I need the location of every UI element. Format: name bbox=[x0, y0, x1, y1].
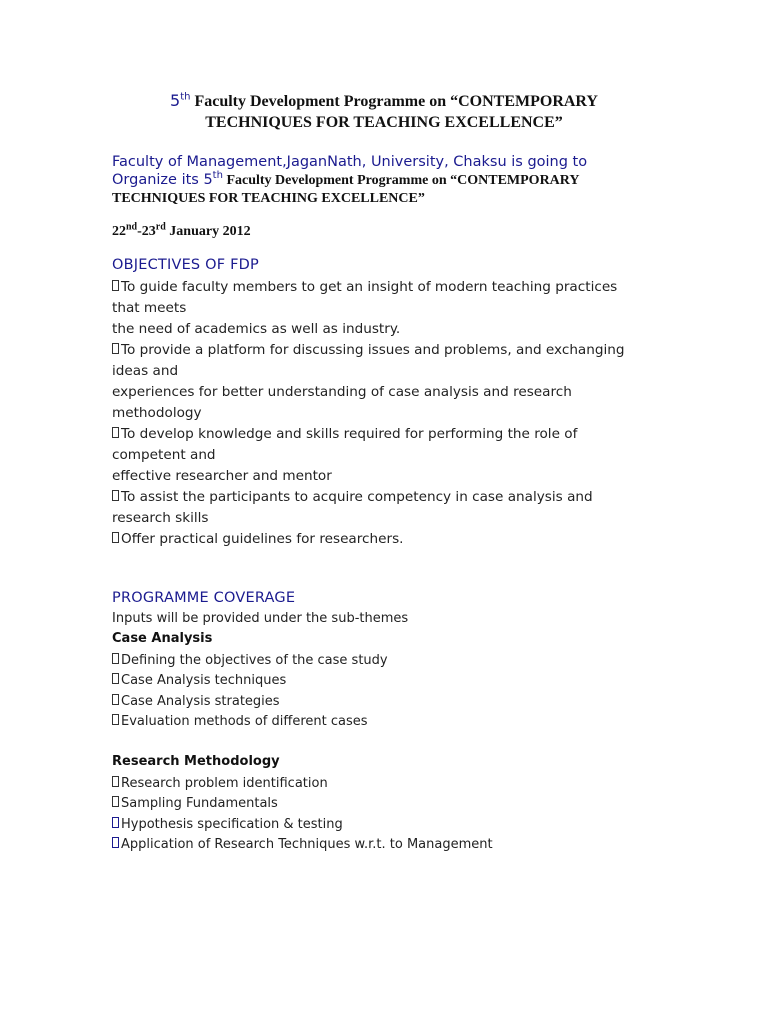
objective-item-continuation: methodology bbox=[112, 405, 202, 421]
objective-item-continuation: research skills bbox=[112, 510, 209, 526]
research-methodology-title: Research Methodology bbox=[112, 754, 280, 769]
objective-item: Offer practical guidelines for researchers. bbox=[112, 529, 652, 550]
bullet-box-icon bbox=[112, 653, 119, 664]
list-item: Evaluation methods of different cases bbox=[112, 712, 388, 732]
list-item: Application of Research Techniques w.r.t. to Management bbox=[112, 835, 493, 855]
research-methodology-list bbox=[112, 774, 493, 855]
objective-item-continuation: effective researcher and mentor bbox=[112, 468, 332, 484]
coverage-heading: PROGRAMME COVERAGE bbox=[112, 590, 296, 606]
bullet-box-icon bbox=[112, 714, 119, 725]
case-analysis-title: Case Analysis bbox=[112, 631, 213, 646]
intro-line-2: Organize its 5th Faculty Development Programme on “CONTEMPORARY bbox=[112, 170, 580, 188]
objectives-heading: OBJECTIVES OF FDP bbox=[112, 257, 259, 273]
objective-item: To provide a platform for discussing issues and problems, and exchanging bbox=[112, 340, 652, 361]
title-line-1: 5th Faculty Development Programme on “CONTEMPORARY bbox=[170, 91, 598, 110]
bullet-box-icon bbox=[112, 673, 119, 684]
title-number: 5th bbox=[170, 91, 191, 110]
bullet-box-icon bbox=[112, 532, 119, 543]
bullet-box-icon bbox=[112, 796, 119, 807]
bullet-box-icon bbox=[112, 817, 119, 828]
list-item: Defining the objectives of the case study bbox=[112, 651, 388, 671]
objective-item-continuation: experiences for better understanding of case analysis and research bbox=[112, 384, 572, 400]
list-item: Hypothesis specification & testing bbox=[112, 815, 493, 835]
objective-item-continuation: competent and bbox=[112, 447, 216, 463]
objective-item-continuation: the need of academics as well as industry. bbox=[112, 321, 401, 337]
objective-item: To guide faculty members to get an insight of modern teaching practices bbox=[112, 277, 652, 298]
bullet-box-icon bbox=[112, 837, 119, 848]
bullet-box-icon bbox=[112, 776, 119, 787]
objective-item: To develop knowledge and skills required for performing the role of bbox=[112, 424, 652, 445]
objectives-list bbox=[112, 277, 652, 550]
coverage-intro: Inputs will be provided under the sub-themes bbox=[112, 611, 409, 626]
list-item: Case Analysis techniques bbox=[112, 671, 388, 691]
title-line-2: TECHNIQUES FOR TEACHING EXCELLENCE” bbox=[205, 114, 563, 131]
list-item: Sampling Fundamentals bbox=[112, 794, 493, 814]
objective-item: To assist the participants to acquire competency in case analysis and bbox=[112, 487, 652, 508]
intro-paragraph bbox=[112, 153, 652, 208]
bullet-box-icon bbox=[112, 427, 119, 438]
programme-date: 22nd-23rd January 2012 bbox=[112, 221, 251, 239]
bullet-box-icon bbox=[112, 490, 119, 501]
bullet-box-icon bbox=[112, 694, 119, 705]
document-title bbox=[90, 90, 678, 133]
case-analysis-list bbox=[112, 651, 388, 732]
intro-line-3: TECHNIQUES FOR TEACHING EXCELLENCE” bbox=[112, 191, 425, 206]
objective-item-continuation: ideas and bbox=[112, 363, 179, 379]
list-item: Research problem identification bbox=[112, 774, 493, 794]
objective-item-continuation: that meets bbox=[112, 300, 187, 316]
bullet-box-icon bbox=[112, 280, 119, 291]
bullet-box-icon bbox=[112, 343, 119, 354]
intro-line-1: Faculty of Management,JaganNath, University, Chaksu is going to bbox=[112, 154, 588, 170]
list-item: Case Analysis strategies bbox=[112, 692, 388, 712]
